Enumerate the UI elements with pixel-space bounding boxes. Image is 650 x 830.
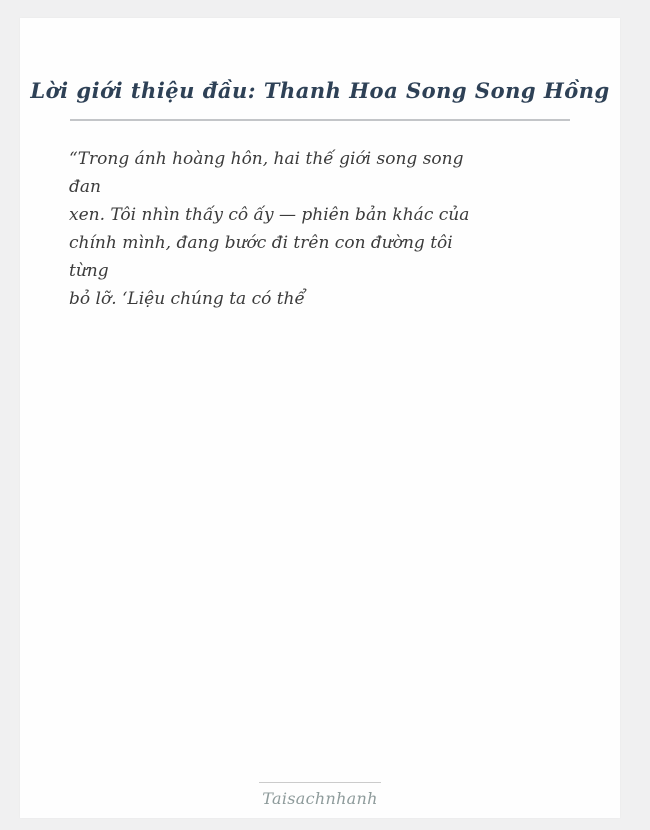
body-line: bỏ lỡ. ‘Liệu chúng ta có thể [69,289,305,309]
body-line: xen. Tôi nhìn thấy cô ấy — phiên bản khác của [69,205,470,225]
body-line: chính mình, đang bước đi trên con đường tôi [69,233,453,253]
body-paragraph [69,145,580,313]
footer-brand: Taisachnhanh [262,789,378,808]
body-line: đan [69,177,101,197]
footer-divider [259,782,381,783]
document-page [20,18,620,818]
title-divider [70,119,570,121]
body-line: từng [69,261,109,281]
page-title: Lời giới thiệu đầu: Thanh Hoa Song Song Hồng [30,78,610,103]
page-footer [20,782,620,808]
body-line: “Trong ánh hoàng hôn, hai thế giới song song [69,149,464,169]
